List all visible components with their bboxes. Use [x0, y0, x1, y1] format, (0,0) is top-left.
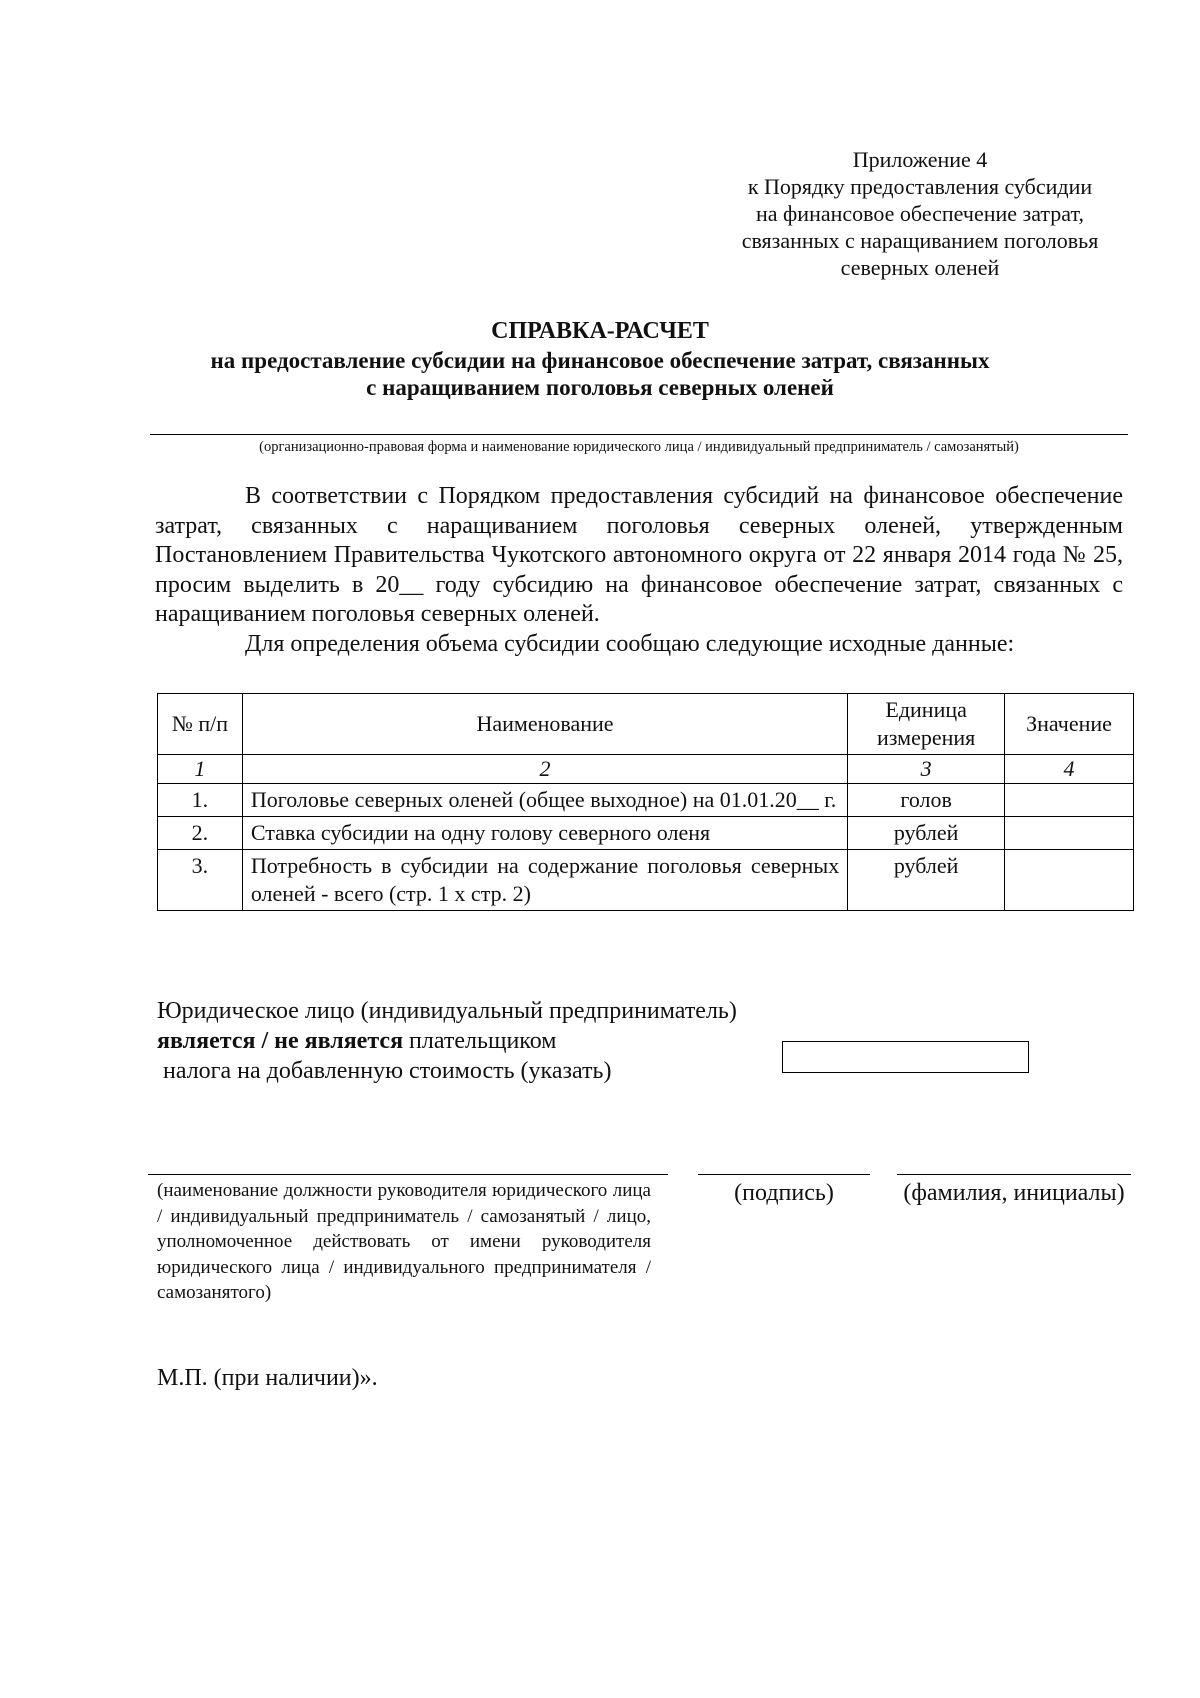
row-name: Ставка субсидии на одну голову северного оленя [242, 817, 847, 850]
appendix-line: на финансовое обеспечение затрат, [756, 201, 1084, 226]
request-text [155, 482, 1123, 659]
table-row [158, 850, 1134, 911]
row-num: 2. [158, 817, 243, 850]
row-unit: рублей [848, 850, 1005, 911]
row-unit: голов [848, 784, 1005, 817]
request-paragraph: В соответствии с Порядком предоставления субсидий на финансовое обеспечение затрат, связанных с наращиванием поголовья северных оленей, утвержденным Постановлением Правительства Чукотского автономного округа от 22 января 2014 года № 25, просим выделить в 20__ году субсидию на финансовое обеспечение затрат, связанных с наращиванием поголовья северных оленей. [155, 483, 1123, 627]
header-unit: Единица измерения [848, 694, 1005, 755]
name-fill-line[interactable] [897, 1174, 1131, 1175]
column-number: 1 [158, 755, 243, 784]
document-title [130, 318, 1070, 401]
appendix-line: связанных с наращиванием поголовья [741, 228, 1099, 253]
vat-section [157, 996, 837, 1086]
vat-line: налога на добавленную стоимость (указать) [163, 1058, 612, 1084]
appendix-line: к Порядку предоставления субсидии [747, 174, 1093, 199]
header-num: № п/п [158, 694, 243, 755]
signature-caption: (подпись) [734, 1180, 834, 1206]
row-num: 3. [158, 850, 243, 911]
vat-input-box[interactable] [782, 1041, 1029, 1073]
row-unit: рублей [848, 817, 1005, 850]
table-row [158, 784, 1134, 817]
title-line: на предоставление субсидии на финансовое обеспечение затрат, связанных [210, 348, 990, 373]
vat-line: Юридическое лицо (индивидуальный предприниматель) [157, 998, 737, 1024]
vat-status-bold: является / не является [157, 1028, 404, 1054]
row-value-cell[interactable] [1005, 817, 1134, 850]
title-main: СПРАВКА-РАСЧЕТ [491, 318, 709, 344]
header-value: Значение [1005, 694, 1134, 755]
header-name: Наименование [242, 694, 847, 755]
name-caption: (фамилия, инициалы) [903, 1180, 1125, 1206]
row-name: Поголовье северных оленей (общее выходное) на 01.01.20__ г. [242, 784, 847, 817]
vat-line-rest: плательщиком [403, 1028, 557, 1054]
data-intro-paragraph: Для определения объема субсидии сообщаю следующие исходные данные: [245, 630, 1015, 657]
table-header-row [158, 694, 1134, 755]
table-row [158, 817, 1134, 850]
title-line: с наращиванием поголовья северных оленей [366, 375, 834, 400]
column-number: 2 [242, 755, 847, 784]
org-fill-line[interactable] [150, 434, 1128, 435]
stamp-place: М.П. (при наличии)». [157, 1365, 378, 1391]
row-name: Потребность в субсидии на содержание поголовья северных оленей - всего (стр. 1 х стр. 2) [242, 850, 847, 911]
position-fill-line[interactable] [148, 1174, 668, 1175]
column-number-row [158, 755, 1134, 784]
subsidy-table [157, 693, 1134, 911]
org-caption: (организационно-правовая форма и наименование юридического лица / индивидуальный предприниматель / самозанятый) [259, 439, 1019, 455]
row-num: 1. [158, 784, 243, 817]
row-value-cell[interactable] [1005, 850, 1134, 911]
appendix-line: Приложение 4 [852, 147, 988, 172]
appendix-line: северных оленей [840, 255, 1000, 280]
appendix-header [700, 146, 1140, 281]
column-number: 4 [1005, 755, 1134, 784]
position-caption: (наименование должности руководителя юридического лица / индивидуальный предприниматель / самозанятый / лицо, уполномоченное действовать от имени руководителя юридического лица / индивидуального предпринимателя / самозанятого) [157, 1180, 651, 1303]
signature-fill-line[interactable] [698, 1174, 870, 1175]
vat-line [157, 1026, 837, 1056]
column-number: 3 [848, 755, 1005, 784]
row-value-cell[interactable] [1005, 784, 1134, 817]
